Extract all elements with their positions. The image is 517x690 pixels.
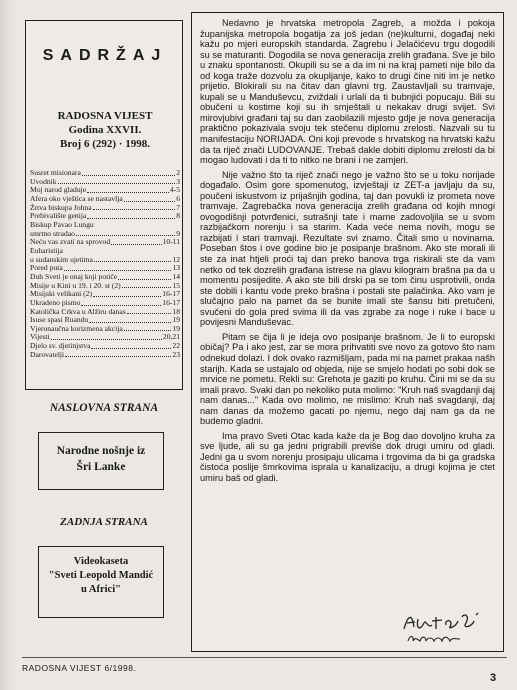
back-cover-line: u Africi" [81, 584, 121, 595]
toc-entry-page: 15 [172, 281, 180, 290]
toc-entry-title: u sudanskim ujetima [30, 255, 93, 264]
toc-entry-page: 19 [172, 324, 180, 333]
publication-year: Godina XXVII. [68, 124, 142, 136]
toc-leader-dots [93, 290, 161, 297]
toc-entry-page: 3 [176, 177, 180, 186]
back-cover-title: Videokaseta [73, 556, 129, 567]
toc-entry [30, 230, 180, 239]
toc-leader-dots [111, 238, 161, 245]
toc-leader-dots [64, 264, 172, 271]
toc-entry-page: 12 [172, 255, 180, 264]
toc-entry [30, 238, 180, 247]
toc-entry [30, 351, 180, 360]
toc-entry [30, 290, 180, 299]
toc-entry-page: 8 [176, 212, 180, 221]
toc-entry [30, 333, 180, 342]
toc-entry [30, 342, 180, 351]
toc-entry-page: 4-5 [169, 186, 180, 195]
toc-entry-page: 19 [172, 316, 180, 325]
cover-description-line: Narodne nošnje iz [56, 445, 146, 457]
toc-entry-page: 7 [176, 203, 180, 212]
toc-entry [30, 308, 180, 317]
cover-description-box [38, 432, 164, 490]
page-number: 3 [490, 672, 497, 684]
toc-entry [30, 299, 180, 308]
toc-entry-page: 14 [172, 272, 180, 281]
toc-entry-title: Afera oko vještica se nastavlja [30, 194, 123, 203]
toc-entry-title: Vjeronaučna korizmena akcija [30, 324, 123, 333]
toc-entry-page: 9 [176, 229, 180, 238]
toc-entry-page: 6 [176, 194, 180, 203]
toc-entry-title: Biskup Pavao Lungu [30, 220, 94, 229]
toc-entry [30, 325, 180, 334]
editorial-text [200, 18, 495, 488]
toc-entry-title: Susret misionara [30, 169, 81, 177]
publication-name: RADOSNA VIJEST [57, 110, 153, 122]
toc-entry-title: smrtno stradao [30, 229, 75, 238]
cover-label: NASLOVNA STRANA [49, 402, 159, 414]
toc-entry-page: 22 [172, 342, 180, 351]
toc-entry-title: Uvodnik [30, 177, 57, 186]
toc-leader-dots [81, 299, 161, 306]
toc-entry-page: 18 [172, 307, 180, 316]
toc-entry [30, 256, 180, 265]
toc-leader-dots [93, 204, 176, 211]
toc-entry [30, 316, 180, 325]
editorial-paragraph: Nedavno je hrvatska metropola Zagreb, a možda i pokoja županijska metropola bogatija za još jedan (ne)kulturni, događaj neki kažu po mjeri europskih standarda. Zagrebu i Jelačićevu trgu dogodili su se maturanti. Dogodila se nova generacija zrelih građana. Sve je bilo u znaku spontanosti. Okupili su se a da im ni na kraj pameti nije bilo da od koga traže dozvolu za okupljanje, kako to drugi čine niti im je netko prijetio. Blokirali su na čitav dan glavni trg. Zaustavljali su tramvaje, kupali se u Manduševcu, zviždali i urlali da ti bubnjići popucaju. Bili su obučeni u kostime koji su ih smještali u nekakav drugi svijet. Svi mirovjubivi građani taj su dan zaobilazili mjesto gdje je nova generacija praktično pokazivala svoju tek stečenu diplomu zrelosti. Nazvali su tu manifestaciju NORIJADA. Oni koji prevode s hrvatskog na hrvatski kažu da ta riječ znači LUDOVANJE. Trebaš dakle dobiti diplomu zrelosti da bi mogao ludovati i da ti to nitko ne brani i ne zamjeri. [200, 18, 495, 166]
editorial-paragraph: Pitam se čija li je ideja ovo posipanje brašnom. Je li to europski običaj? Pa i ako jest, zar se mora prihvatiti sve novo za gotovo što nam odnekud dolazi. I dok ovako razmišljam, pada mi na pamet prakaa našh starijh. Kada se ustajalo od objeda, nije se smjelo hodati po sobi dok se mrvice ne pometu. Rekli su: Grehota je gaziti po kruhu. Čini mi se da su imali pravo. Svaki dan po nekoliko puta molimo: "Kruh naš svagdanji daj nam danas..." Kada ovo molimo, ne mislimo: Kruh naš svagdanji, daj nam danas da možemo gacati po njemu, nego daj nam ga da ne budemo gladni. [200, 331, 495, 427]
toc-entry [30, 212, 180, 221]
toc-entry-title: Duh Sveti je onaj koji potiče [30, 272, 118, 281]
editorial-paragraph: Ima pravo Sveti Otac kada kaže da je Bog dao dovoljno kruha za sve ljude, ali su ga jedni prigrabili previše dok drugi umiru od gladi. Jedni ga u svom norenju prosipaju ulicama i trgovima da bi ga gradska čistoća poslije šmrkovima isprala u kanalizaciju, a drugi kojima je ctet umiru baš od gladi. [200, 430, 495, 483]
toc-leader-dots [87, 186, 169, 193]
toc-leader-dots [122, 282, 172, 289]
toc-entry [30, 178, 180, 187]
cover-description-line: Šri Lanke [76, 461, 126, 473]
toc-entry [30, 264, 180, 273]
toc-entry-title: Vijesti [30, 333, 50, 342]
toc-entry [30, 204, 180, 213]
toc-leader-dots [76, 230, 175, 237]
footer-rule [22, 657, 507, 658]
toc-entry-title: Misije u Kini u 19. i 20. st (2) [30, 281, 121, 290]
toc-entry [30, 273, 180, 282]
toc-entry [30, 221, 180, 230]
toc-entry-page: 2 [176, 169, 180, 177]
toc-entry-title: Misijski velikani (2) [30, 290, 93, 299]
toc-list [30, 169, 180, 359]
toc-leader-dots [89, 316, 171, 323]
publication-info [26, 109, 184, 151]
toc-leader-dots [65, 351, 171, 358]
editorial-box [191, 12, 504, 652]
toc-entry-title: Katolička Crkva u Alžiru danas [30, 307, 126, 316]
toc-entry [30, 282, 180, 291]
toc-leader-dots [118, 273, 171, 280]
toc-leader-dots [127, 308, 172, 315]
toc-entry-title: Isuse spasi Ruandu [30, 316, 89, 325]
toc-entry-page: 16-17 [162, 298, 180, 307]
back-cover-label: ZADNJA STRANA [60, 516, 148, 528]
toc-leader-dots [94, 256, 172, 263]
toc-entry-page: 16-17 [162, 290, 180, 299]
toc-entry-title: Žrtva biskupa Johna [30, 203, 92, 212]
toc-leader-dots [58, 178, 176, 185]
toc-entry-title: Euharistija [30, 246, 63, 255]
toc-entry [30, 186, 180, 195]
back-cover-description-box [38, 546, 164, 618]
toc-entry-title: Neću vas zvati na sprovod [30, 238, 111, 247]
toc-leader-dots [91, 342, 171, 349]
toc-entry-title: Pored puta [30, 264, 63, 273]
toc-entry [30, 169, 180, 178]
toc-leader-dots [124, 195, 175, 202]
publication-issue: Broj 6 (292) · 1998. [60, 138, 150, 150]
toc-entry-page: 23 [172, 350, 180, 359]
toc-heading: SADRŽAJ [42, 47, 168, 64]
toc-entry-title: Ukradeno pismo [30, 298, 81, 307]
toc-entry-title: Prebivalište genija [30, 212, 87, 221]
toc-entry-title: Djelo sv. djetinjstva [30, 342, 91, 351]
editor-signature [400, 607, 485, 647]
back-cover-line: "Sveti Leopold Mandić [48, 570, 154, 581]
toc-box [25, 20, 183, 390]
toc-entry-page: 13 [172, 264, 180, 273]
toc-entry-title: Darovatelji [30, 350, 65, 359]
toc-leader-dots [82, 169, 175, 176]
toc-entry-page: 20,21 [162, 333, 180, 342]
toc-leader-dots [124, 325, 172, 332]
toc-entry [30, 195, 180, 204]
toc-leader-dots [51, 333, 162, 340]
running-title: RADOSNA VIJEST 6/1998. [22, 663, 137, 673]
toc-leader-dots [87, 212, 175, 219]
toc-entry [30, 247, 180, 256]
toc-entry-title: Moj narod gladuje [30, 186, 87, 195]
editorial-paragraph: Nije važno što ta riječ znači nego je važno što se u toku norijade događalo. Osim gore spomenutog, izvještaji iz ZET-a javljaju da su, poučeni iskustvom iz prijašnjih godina, taj dan povukli iz prometa nove tramvaje. Zagrebačka nova generacija zrelih građana od kojih mnogi ovogodišnji potvrđenici, sutrašnji tate i mame zadovoljila se u svom razbijačkom norenju i sa starim. Kada veće nema novih, mogu se razbijati i stari tramvaji. Rezultate svi znamo. Čitali smo u novinama. Poseban štos i ove godine bio je posipanje brašnom. Ako ste morali ili ste za inat htjeli proći taj dan preko banova trga riskirali ste da vam netko od tek dozrelih građana istrese na glavu kilogram brašna pa da u momentu posijedite. A ako ste bili drski pa se tom činu usprotivili, onda ste dobili i kantu vode preko brašna i postali ste palačinka. Ako vam je slučajno palo na pamet da se bunite imali ste šansu biti pretučeni, svučeni do gola pred svima ili da vas zgrabe za noge i ruke i bace u povijesni Manduševac. [200, 169, 495, 328]
toc-entry-page: 10-11 [162, 238, 180, 247]
